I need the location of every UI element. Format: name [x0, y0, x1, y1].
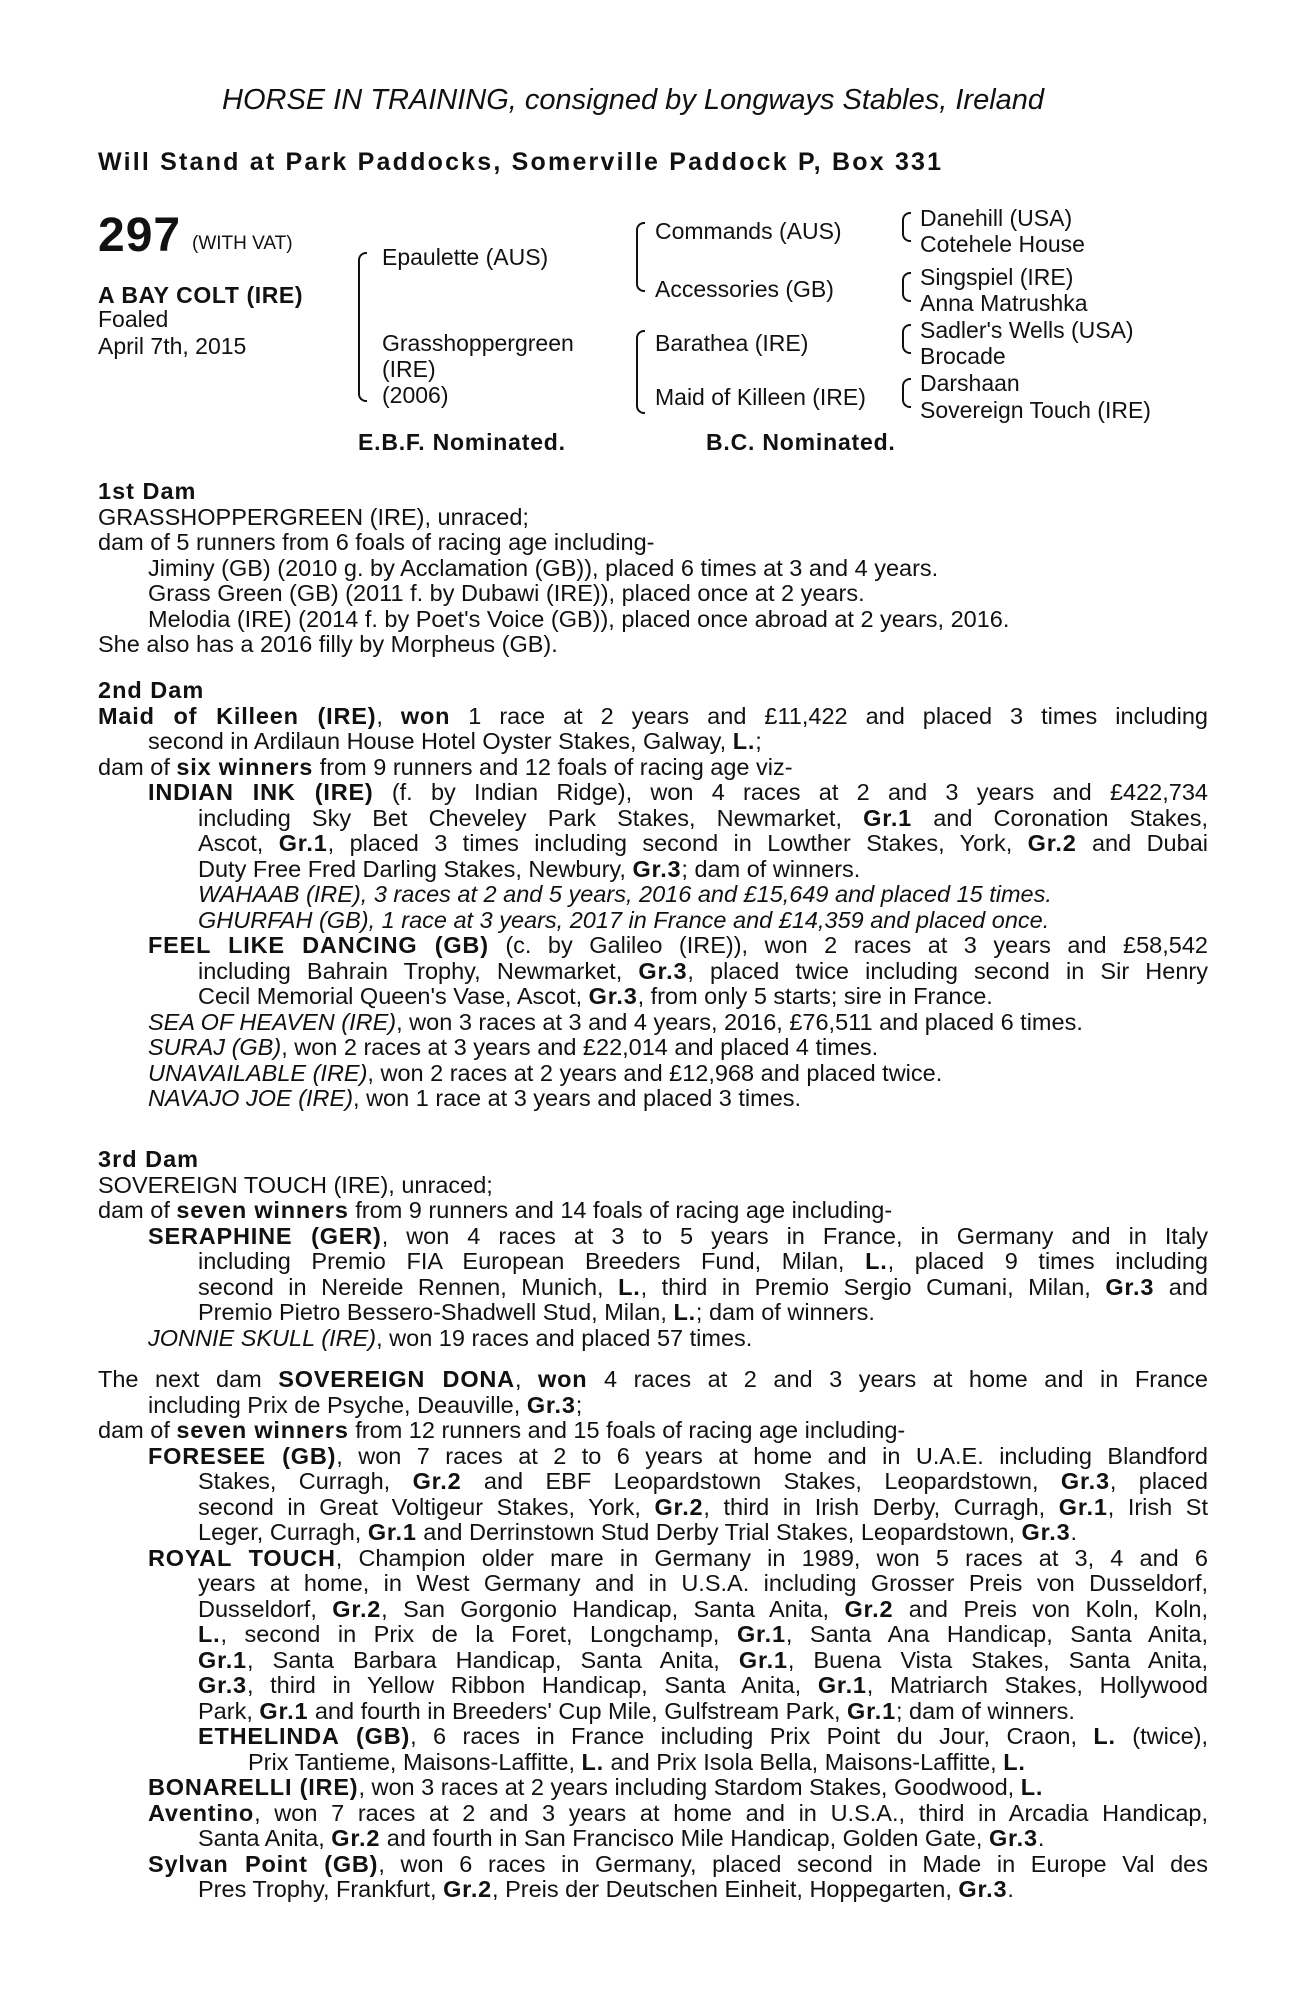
text: 4 races at 2 and 3 years at home and in France — [587, 1366, 1208, 1392]
text: from 9 runners and 14 foals of racing age including- — [348, 1197, 893, 1223]
horse-name: ROYAL TOUCH — [148, 1544, 336, 1571]
text: and EBF Leopardstown Stakes, Leopardstown, — [461, 1468, 1061, 1494]
text: Park, — [198, 1697, 260, 1724]
text: . — [1007, 1876, 1014, 1902]
pedigree-ssd: Cotehele House — [920, 231, 1085, 257]
text: Santa Anita, — [198, 1825, 332, 1851]
text: , third in Yellow Ribbon Handicap, Santa Anita, — [246, 1672, 818, 1698]
pedigree-sd: Accessories (GB) — [655, 276, 834, 302]
grade-label: Gr.1 — [198, 1646, 247, 1673]
grade-label: Gr.3 — [198, 1672, 247, 1698]
grade-label: Gr.2 — [654, 1493, 704, 1520]
grade-label: Gr.3 — [1021, 1519, 1071, 1545]
foaled-label: Foaled — [98, 306, 169, 332]
text: , San Gorgonio Handicap, Santa Anita, — [381, 1595, 845, 1622]
text: Pres Trophy, Frankfurt, — [198, 1876, 444, 1902]
text: , Preis der Deutschen Einheit, Hoppegarten, — [492, 1876, 959, 1902]
stand-location: Will Stand at Park Paddocks, Somerville Paddock P, Box 331 — [98, 148, 944, 176]
produce-entry: WAHAAB (IRE), 3 races at 2 and 5 years, 2016 and £15,649 and placed 15 times. — [198, 881, 1052, 907]
grade-label: L. — [581, 1748, 604, 1775]
first-dam-heading: 1st Dam — [98, 478, 197, 504]
pedigree-dss: Sadler's Wells (USA) — [920, 317, 1134, 343]
brace-dd — [902, 378, 911, 408]
grade-label: Gr.2 — [332, 1595, 382, 1622]
grade-label: L. — [673, 1299, 696, 1325]
horse-name: FEEL LIKE DANCING (GB) — [148, 932, 489, 958]
text: second in Nereide Rennen, Munich, — [198, 1273, 619, 1300]
text: , won 2 races at 2 years and £12,968 and placed twice. — [367, 1059, 943, 1086]
text: , placed 3 times including second in Lowther Stakes, York, — [327, 830, 1028, 856]
pedigree-ds: Barathea (IRE) — [655, 330, 809, 356]
text: The next dam — [98, 1366, 279, 1392]
text: , third in Irish Derby, Curragh, — [703, 1493, 1059, 1520]
grade-label: L. — [1020, 1774, 1044, 1800]
text: Prix Tantieme, Maisons-Laffitte, — [248, 1748, 582, 1775]
grade-label: Gr.1 — [278, 830, 328, 856]
first-dam-line: GRASSHOPPERGREEN (IRE), unraced; — [98, 503, 529, 530]
bc-nominated: B.C. Nominated. — [706, 429, 896, 455]
foaled-date: April 7th, 2015 — [98, 333, 247, 359]
pedigree-dam-country: (IRE) — [382, 356, 436, 382]
text: from 12 runners and 15 foals of racing age including- — [348, 1417, 906, 1443]
won-label: won — [538, 1366, 588, 1392]
horse-name: INDIAN INK (IRE) — [148, 779, 374, 805]
second-dam-heading: 2nd Dam — [98, 677, 205, 703]
grade-label: Gr.1 — [847, 1697, 896, 1724]
text: second in Great Voltigeur Stakes, York, — [198, 1493, 655, 1520]
text: and Dubai — [1076, 830, 1208, 856]
grade-label: Gr.3 — [526, 1391, 576, 1418]
text: , Buena Vista Stakes, Santa Anita, — [787, 1646, 1208, 1673]
text: , won 6 races in Germany, placed second in Made in Europe Val des — [378, 1850, 1208, 1877]
grade-label: Gr.2 — [412, 1468, 462, 1494]
text: . — [1037, 1825, 1045, 1851]
text: , won 3 races at 2 years including Stardom Stakes, Goodwood, — [358, 1774, 1021, 1800]
pedigree-dam-year: (2006) — [382, 382, 449, 408]
horse-name: SERAPHINE (GER) — [148, 1222, 382, 1249]
text: ; — [575, 1391, 583, 1418]
text: and Prix Isola Bella, Maisons-Laffitte, — [603, 1748, 1004, 1775]
text: dam of — [98, 1197, 177, 1223]
text: , placed 9 times including — [887, 1248, 1208, 1274]
grade-label: Gr.2 — [443, 1876, 493, 1902]
text: dam of — [98, 1417, 177, 1443]
winners-count: seven winners — [176, 1197, 349, 1223]
text: Ascot, — [198, 830, 279, 856]
text: , won 7 races at 2 and 3 years at home and in U.S.A., third in Arcadia Handicap, — [254, 1799, 1208, 1826]
winners-count: six winners — [176, 753, 314, 780]
text: from 9 runners and 12 foals of racing age viz- — [313, 753, 793, 780]
winners-count: seven winners — [176, 1417, 349, 1443]
text: ; — [755, 728, 762, 754]
lot-number: 297 — [98, 209, 182, 262]
first-dam-line: dam of 5 runners from 6 foals of racing age including- — [98, 529, 655, 555]
next-dam-section: The next dam SOVEREIGN DONA, won 4 races at 2 and 3 years at home and in France including Prix de Psyche, Deauville, Gr.3; dam of seven winners from 12 runners and 15 foals of racing age including- FORESEE (GB), won 7 races at 2 to 6 years at home and in U.A.E. including Blandford Stakes, Curragh, Gr.2 and EBF Leopardstown Stakes, Leopardstown, Gr.3, placed second in Great Voltigeur Stakes, York, Gr.2, third in Irish Derby, Curragh, Gr.1, Irish St Leger, Curragh, Gr.1 and Derrinstown Stud Derby Trial Stakes, Leopardstown, Gr.3. ROYAL TOUCH, Champion older mare in Germany in 1989, won 5 races at 3, 4 and 6 years at home, in West Germany and in U.S.A. including Grosser Preis von Dusseldorf, Dusseldorf, Gr.2, San Gorgonio Handicap, Santa Anita, Gr.2 and Preis von Koln, Koln, L., second in Prix de la Foret, Longchamp, Gr.1, Santa Ana Handicap, Santa Anita, Gr.1, Santa Barbara Handicap, Santa Anita, Gr.1, Buena Vista Stakes, Santa Anita, Gr.3, third in Yellow Ribbon Handicap, Santa Anita, Gr.1, Matriarch Stakes, Hollywood Park, Gr.1 and fourth in Breeders' Cup Mile, Gulfstream Park, Gr.1; dam of winners. ETHELINDA (GB), 6 races in France including Prix Point du Jour, Craon, L. (twice), Prix Tantieme, Maisons-Laffitte, L. and Prix Isola Bella, Maisons-Laffitte, L. BONARELLI (IRE), won 3 races at 2 years including Stardom Stakes, Goodwood, L. Aventino, won 7 races at 2 and 3 years at home and in U.S.A., third in Arcadia Handicap, Santa Anita, Gr.2 and fourth in San Francisco Mile Handicap, Golden Gate, Gr.3. Sylvan Point (GB), won 6 races in Germany, placed second in Made in Europe Val des Pres Trophy, Frankfurt, Gr.2, Preis der Deutschen Einheit, Hoppegarten, Gr.3. — [98, 1366, 1209, 1902]
text: , Irish St — [1107, 1493, 1209, 1520]
grade-label: L. — [1093, 1723, 1116, 1749]
grade-label: Gr.3 — [1060, 1468, 1110, 1494]
text: Stakes, Curragh, — [198, 1468, 413, 1494]
grade-label: Gr.1 — [1058, 1493, 1108, 1520]
brace-sd — [902, 272, 911, 302]
text: second in Ardilaun House Hotel Oyster Stakes, Galway, — [148, 728, 733, 754]
grade-label: L. — [198, 1621, 221, 1647]
grade-label: Gr.1 — [863, 804, 913, 831]
text: , Santa Barbara Handicap, Santa Anita, — [246, 1646, 739, 1673]
horse-name: Sylvan Point (GB) — [148, 1850, 379, 1877]
text: Duty Free Fred Darling Stakes, Newbury, — [198, 855, 633, 882]
text: , placed — [1109, 1468, 1209, 1494]
vat-note: (WITH VAT) — [192, 233, 293, 254]
pedigree-dsd: Brocade — [920, 343, 1006, 369]
first-dam-foal: Melodia (IRE) (2014 f. by Poet's Voice (GB)), placed once abroad at 2 years, 2016. — [148, 605, 1010, 632]
grade-label: Gr.3 — [1105, 1273, 1155, 1300]
text: ; dam of winners. — [681, 855, 861, 882]
horse-name: ETHELINDA (GB) — [198, 1723, 411, 1749]
text: , third in Premio Sergio Cumani, Milan, — [640, 1273, 1106, 1300]
brace-dam-parents — [636, 330, 645, 414]
brace-sire-parents — [636, 222, 645, 292]
text: and fourth in San Francisco Mile Handicap, Golden Gate, — [380, 1825, 989, 1851]
text: (c. by Galileo (IRE)), won 2 races at 3 years and £58,542 — [488, 932, 1208, 958]
pedigree-sds: Singspiel (IRE) — [920, 264, 1074, 290]
grade-label: Gr.2 — [1027, 830, 1077, 856]
text: , Champion older mare in Germany in 1989, won 5 races at 3, 4 and 6 — [335, 1544, 1208, 1571]
pedigree-dds: Darshaan — [920, 370, 1020, 396]
text: ; dam of winners. — [895, 1697, 1075, 1724]
won-label: won — [400, 702, 451, 729]
text: Dusseldorf, — [198, 1595, 333, 1622]
grade-label: Gr.3 — [588, 983, 638, 1009]
text: , 6 races in France including Prix Point du Jour, Craon, — [410, 1723, 1094, 1749]
grade-label: Gr.1 — [259, 1697, 309, 1724]
third-dam-heading: 3rd Dam — [98, 1146, 200, 1172]
grade-label: L. — [732, 728, 756, 754]
text: , won 4 races at 3 to 5 years in France, in Germany and in Italy — [381, 1222, 1208, 1249]
first-dam-line: She also has a 2016 filly by Morpheus (GB). — [98, 631, 558, 657]
grade-label: Gr.3 — [988, 1825, 1038, 1851]
text: Premio Pietro Bessero-Shadwell Stud, Milan, — [198, 1299, 674, 1325]
grade-label: L. — [865, 1248, 888, 1274]
pedigree-sire: Epaulette (AUS) — [382, 244, 549, 270]
horse-name: SURAJ (GB) — [148, 1034, 282, 1060]
text: including Bahrain Trophy, Newmarket, — [198, 957, 639, 984]
text: , from only 5 starts; sire in France. — [637, 983, 993, 1009]
second-dam-section: 2nd Dam Maid of Killeen (IRE), won 1 race at 2 years and £11,422 and placed 3 times including second in Ardilaun House Hotel Oyster Stakes, Galway, L.; dam of six winners from 9 runners and 12 foals of racing age viz- INDIAN INK (IRE) (f. by Indian Ridge), won 4 races at 2 and 3 years and £422,734 including Sky Bet Cheveley Park Stakes, Newmarket, Gr.1 and Coronation Stakes, Ascot, Gr.1, placed 3 times including second in Lowther Stakes, York, Gr.2 and Dubai Duty Free Fred Darling Stakes, Newbury, Gr.3; dam of winners. WAHAAB (IRE), 3 races at 2 and 5 years, 2016 and £15,649 and placed 15 times. GHURFAH (GB), 1 race at 3 years, 2017 in France and £14,359 and placed once. FEEL LIKE DANCING (GB) (c. by Galileo (IRE)), won 2 races at 3 years and £58,542 including Bahrain Trophy, Newmarket, Gr.3, placed twice including second in Sir Henry Cecil Memorial Queen's Vase, Ascot, Gr.3, from only 5 starts; sire in France. SEA OF HEAVEN (IRE), won 3 races at 3 and 4 years, 2016, £76,511 and placed 6 times. SURAJ (GB), won 2 races at 3 years and £22,014 and placed 4 times. UNAVAILABLE (IRE), won 2 races at 2 years and £12,968 and placed twice. NAVAJO JOE (IRE), won 1 race at 3 years and placed 3 times. — [98, 677, 1208, 1111]
text: and Preis von Koln, Koln, — [893, 1595, 1208, 1622]
first-dam-foal: Grass Green (GB) (2011 f. by Dubawi (IRE)), placed once at 2 years. — [148, 580, 865, 606]
third-dam-section — [98, 1147, 1208, 1351]
produce-entry: GHURFAH (GB), 1 race at 3 years, 2017 in France and £14,359 and placed once. — [198, 906, 1050, 933]
grade-label: Gr.3 — [638, 957, 688, 984]
third-dam-line: SOVEREIGN TOUCH (IRE), unraced; — [98, 1171, 493, 1198]
first-dam-section — [98, 479, 1208, 658]
grade-label: Gr.1 — [736, 1621, 786, 1647]
text: 1 race at 2 years and £11,422 and placed 3 times including — [450, 702, 1208, 729]
horse-name: SEA OF HEAVEN (IRE) — [148, 1008, 397, 1035]
text: and — [1154, 1273, 1208, 1300]
text: , won 19 races and placed 57 times. — [376, 1324, 753, 1351]
grade-label: Gr.3 — [632, 855, 682, 882]
text: and fourth in Breeders' Cup Mile, Gulfstream Park, — [308, 1697, 848, 1724]
text: , Santa Ana Handicap, Santa Anita, — [785, 1621, 1208, 1647]
horse-name: BONARELLI (IRE) — [148, 1774, 359, 1800]
ebf-nominated: E.B.F. Nominated. — [358, 429, 566, 455]
text: including Premio FIA European Breeders Fund, Milan, — [198, 1248, 866, 1274]
text: . — [1070, 1519, 1078, 1545]
horse-name: FORESEE (GB) — [148, 1442, 337, 1469]
grade-label: L. — [618, 1273, 641, 1300]
horse-name: NAVAJO JOE (IRE) — [148, 1085, 354, 1111]
pedigree-sdd: Anna Matrushka — [920, 290, 1088, 316]
text: , won 3 races at 3 and 4 years, 2016, £76,511 and placed 6 times. — [396, 1008, 1083, 1035]
text: , won 1 race at 3 years and placed 3 times. — [353, 1085, 802, 1111]
grade-label: Gr.2 — [844, 1595, 894, 1622]
horse-name: UNAVAILABLE (IRE) — [148, 1059, 368, 1086]
grade-label: Gr.3 — [958, 1876, 1008, 1902]
text: including Prix de Psyche, Deauville, — [148, 1391, 527, 1418]
text: dam of — [98, 753, 177, 780]
text: including Sky Bet Cheveley Park Stakes, Newmarket, — [198, 804, 864, 831]
grade-label: L. — [1003, 1748, 1026, 1775]
text: Leger, Curragh, — [198, 1519, 368, 1545]
grade-label: Gr.1 — [817, 1672, 867, 1698]
horse-name: Maid of Killeen (IRE) — [98, 702, 377, 729]
pedigree-sss: Danehill (USA) — [920, 205, 1073, 231]
text: and Derrinstown Stud Derby Trial Stakes, Leopardstown, — [416, 1519, 1022, 1545]
brace-sire-dam — [358, 252, 367, 402]
horse-name: JONNIE SKULL (IRE) — [148, 1324, 377, 1351]
page-title: HORSE IN TRAINING, consigned by Longways Stables, Ireland — [222, 84, 1045, 116]
first-dam-foal: Jiminy (GB) (2010 g. by Acclamation (GB)), placed 6 times at 3 and 4 years. — [148, 554, 939, 581]
text: (f. by Indian Ridge), won 4 races at 2 and 3 years and £422,734 — [373, 779, 1208, 805]
pedigree-ddd: Sovereign Touch (IRE) — [920, 397, 1151, 423]
brace-ds — [902, 324, 911, 354]
text: and Coronation Stakes, — [912, 804, 1208, 831]
text: , Matriarch Stakes, Hollywood — [866, 1672, 1208, 1698]
text: , placed twice including second in Sir Henry — [687, 957, 1208, 984]
lot-description: A BAY COLT (IRE) — [98, 282, 304, 308]
text: , won 2 races at 3 years and £22,014 and placed 4 times. — [281, 1034, 879, 1060]
text: Cecil Memorial Queen's Vase, Ascot, — [198, 983, 589, 1009]
text: , won 7 races at 2 to 6 years at home and in U.A.E. including Blandford — [336, 1442, 1208, 1469]
text: , second in Prix de la Foret, Longchamp, — [220, 1621, 737, 1647]
text: ; dam of winners. — [695, 1299, 875, 1325]
horse-name: Aventino — [148, 1799, 255, 1826]
grade-label: Gr.2 — [331, 1825, 381, 1851]
text: years at home, in West Germany and in U.S.A. including Grosser Preis von Dusseldorf, — [198, 1570, 1208, 1596]
text: (twice), — [1115, 1723, 1209, 1749]
grade-label: Gr.1 — [367, 1519, 417, 1545]
pedigree-dd: Maid of Killeen (IRE) — [655, 384, 866, 410]
brace-ss — [902, 212, 911, 242]
pedigree-ss: Commands (AUS) — [655, 218, 842, 244]
grade-label: Gr.1 — [738, 1646, 788, 1673]
pedigree-dam: Grasshoppergreen — [382, 330, 574, 356]
horse-name: SOVEREIGN DONA — [278, 1366, 515, 1392]
